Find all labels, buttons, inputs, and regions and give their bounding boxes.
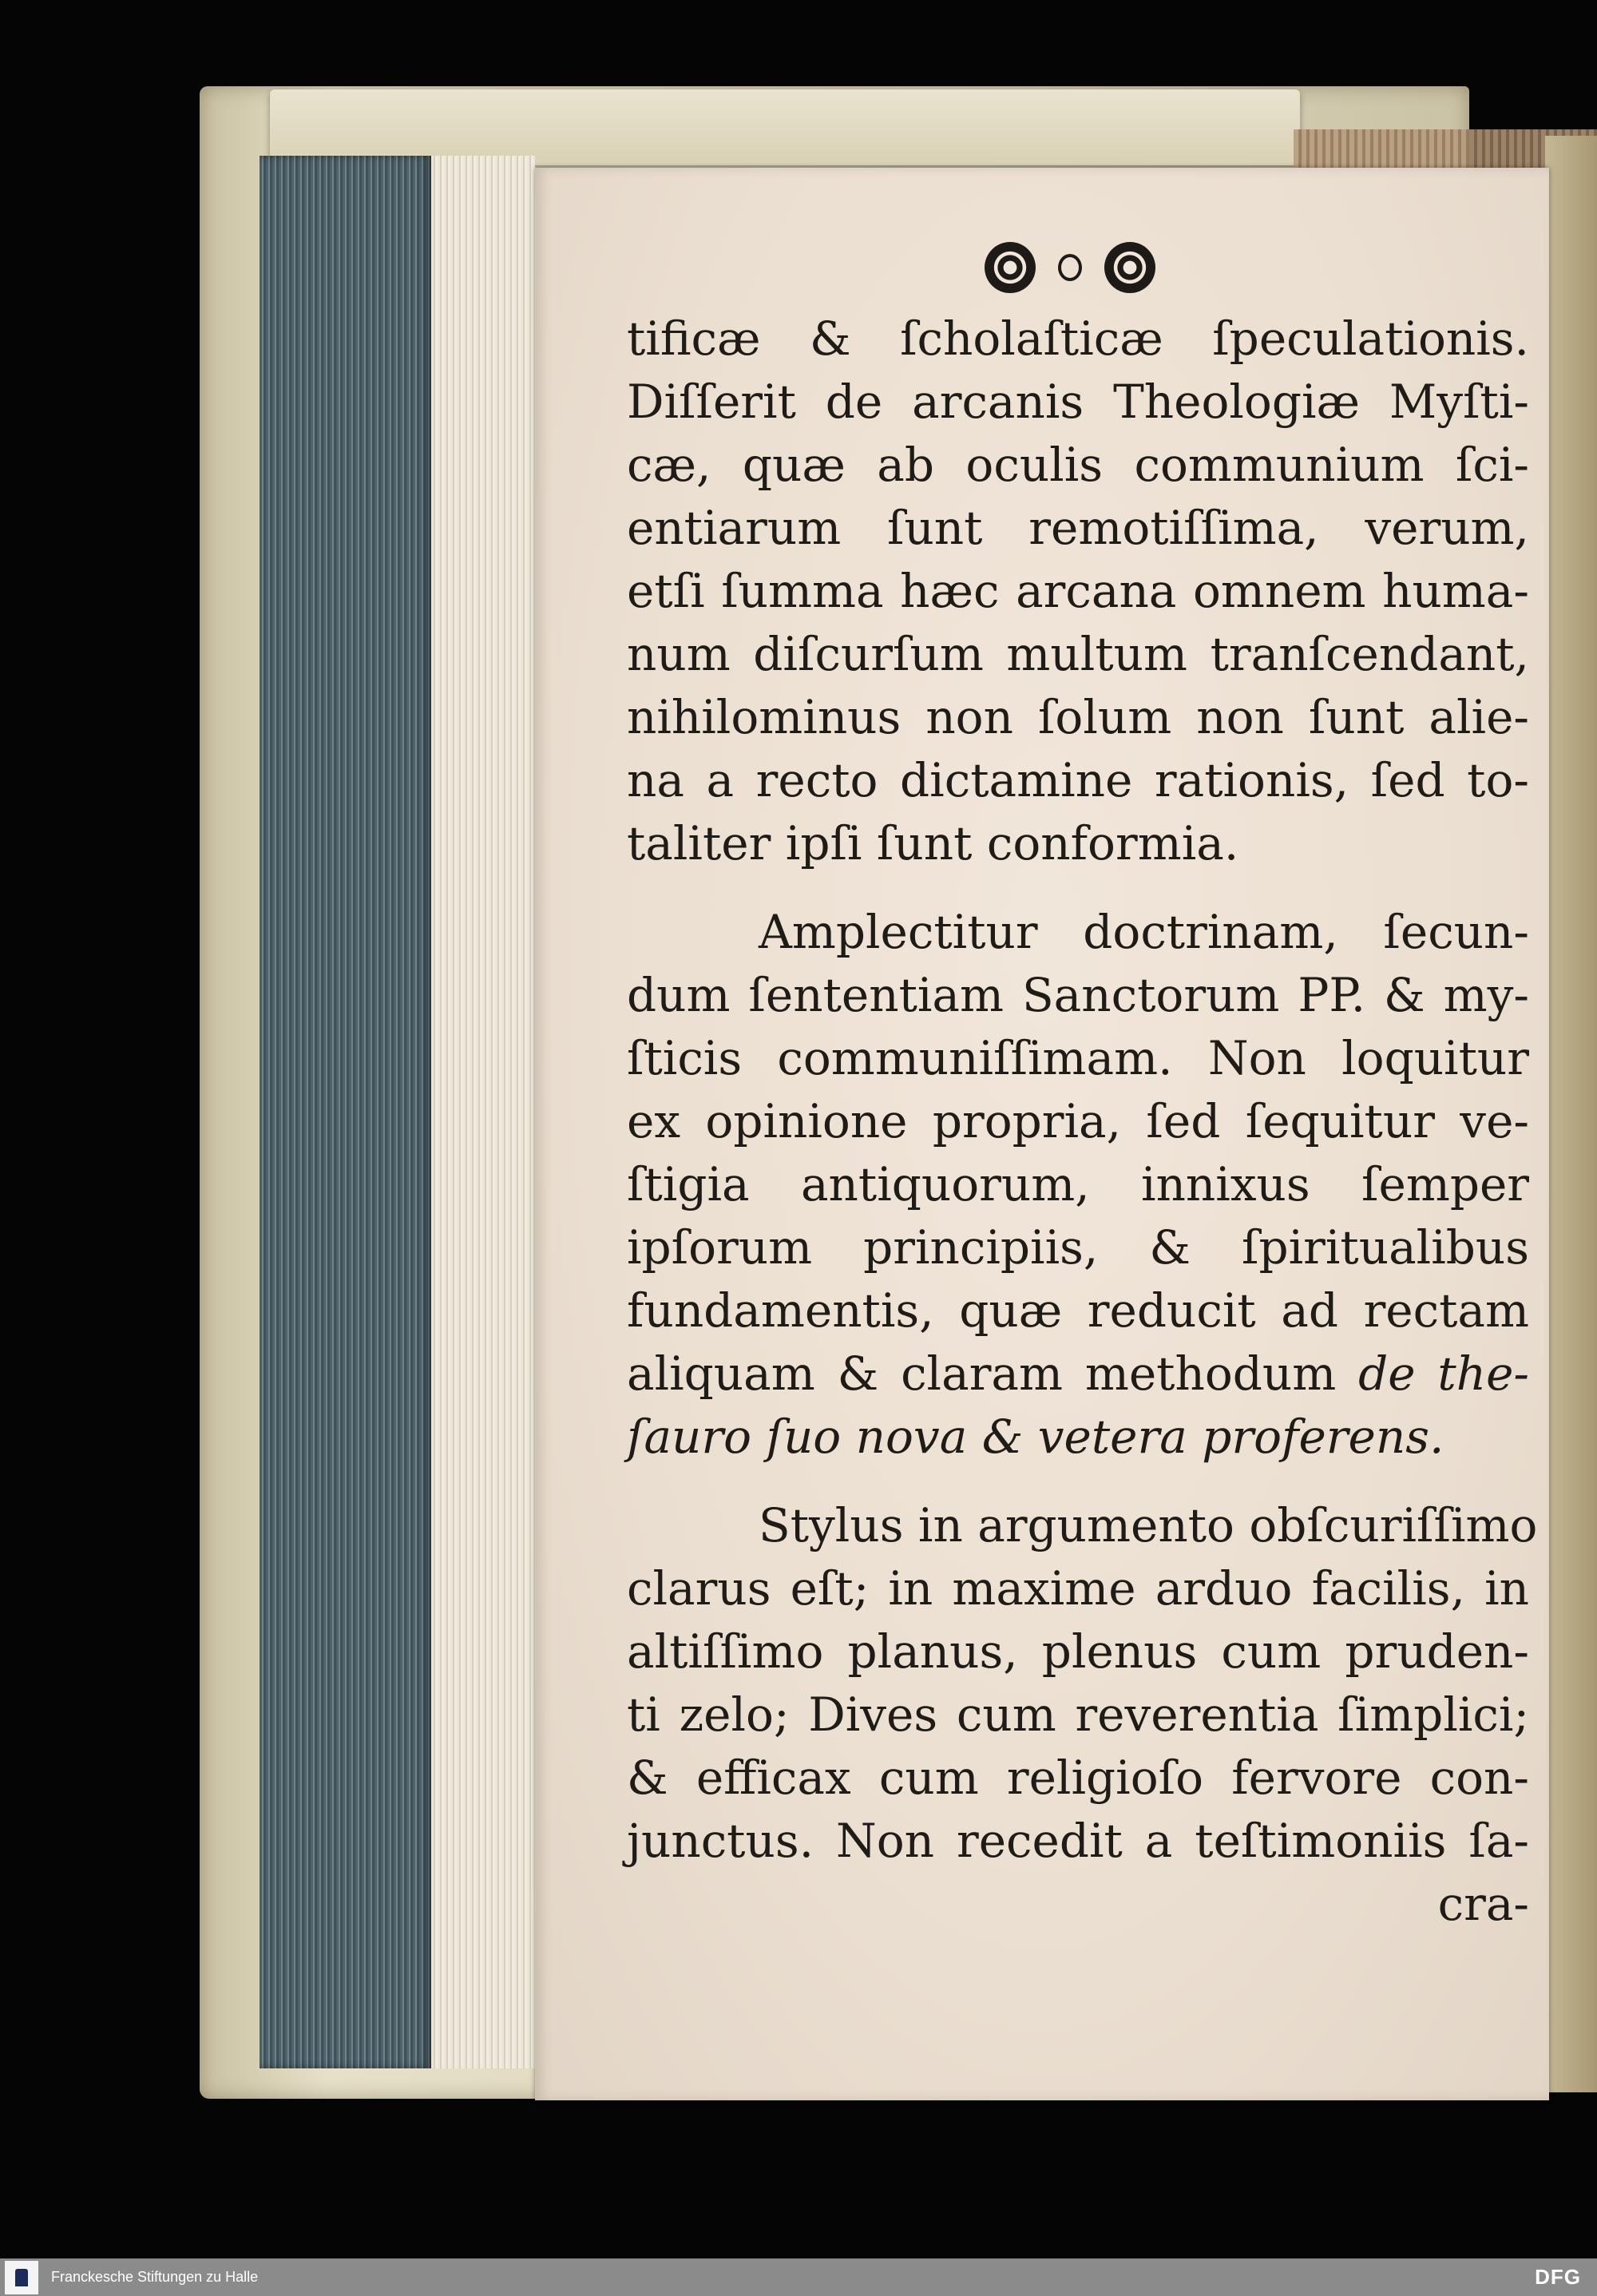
- text-line: entiarum ſunt remotiſſima, verum,: [627, 501, 1529, 555]
- text-line: taliter ipſi ſunt conformia.: [627, 816, 1239, 870]
- text-segment: aliquam & claram methodum: [627, 1346, 1337, 1401]
- text-line: ex opinione propria, ſed ſequitur ve-: [627, 1094, 1529, 1148]
- italic-segment: de the-: [1358, 1346, 1529, 1401]
- viewer-footer: [0, 2258, 1597, 2296]
- text-line: tificæ & ſcholaſticæ ſpeculationis.: [627, 311, 1529, 366]
- ornament-center: [1058, 254, 1082, 281]
- header-ornament: [958, 236, 1182, 299]
- facing-cover-edge: [1545, 136, 1597, 2092]
- text-line: num diſcurſum multum tranſcendant,: [627, 627, 1529, 681]
- italic-line: ſauro ſuo nova & vetera proferens.: [627, 1410, 1444, 1464]
- cover-top-edge: [270, 89, 1300, 165]
- paragraph-start-line: Amplectitur doctrinam, ſecun-: [759, 905, 1529, 959]
- text-line: ſticis communiſſimam. Non loquitur: [627, 1031, 1529, 1085]
- institution-logo-icon: [5, 2261, 38, 2294]
- text-line: clarus eſt; in maxime arduo facilis, in: [627, 1561, 1529, 1616]
- flower-ornament-icon: [985, 242, 1036, 293]
- text-line: ti zelo; Dives cum reverentia ſimplici;: [627, 1687, 1529, 1742]
- text-line: ipſorum principiis, & ſpiritualibus: [627, 1220, 1529, 1275]
- dfg-logo: DFG: [1535, 2265, 1581, 2289]
- flower-ornament-icon: [1104, 242, 1155, 293]
- text-line: etſi ſumma hæc arcana omnem huma-: [627, 564, 1529, 618]
- text-line-mixed: [627, 1342, 1529, 1406]
- text-line: nihilominus non ſolum non ſunt alie-: [627, 690, 1529, 744]
- text-line: Diſſerit de arcanis Theologiæ Myſti-: [627, 375, 1529, 429]
- catchword: cra-: [1437, 1877, 1529, 1931]
- text-line: dum ſententiam Sanctorum PP. & my-: [627, 968, 1529, 1022]
- paragraph-start-line: Stylus in argumento obſcuriſſimo: [759, 1498, 1538, 1552]
- text-line: cæ, quæ ab oculis communium ſci-: [627, 438, 1529, 492]
- text-line: altiſſimo planus, plenus cum pruden-: [627, 1624, 1529, 1679]
- text-line: na a recto dictamine rationis, ſed to-: [627, 753, 1529, 807]
- page-block-edge: [260, 156, 431, 2068]
- text-line: & efficax cum religioſo fervore con-: [627, 1751, 1529, 1805]
- page-leaves-edge: [431, 156, 535, 2068]
- text-line: ſtigia antiquorum, innixus ſemper: [627, 1157, 1529, 1211]
- page-text: [627, 307, 1538, 1936]
- text-line: fundamentis, quæ reducit ad rectam: [627, 1283, 1529, 1338]
- text-line: junctus. Non recedit a teſtimoniis ſa-: [627, 1814, 1529, 1868]
- institution-name: Franckesche Stiftungen zu Halle: [51, 2269, 259, 2285]
